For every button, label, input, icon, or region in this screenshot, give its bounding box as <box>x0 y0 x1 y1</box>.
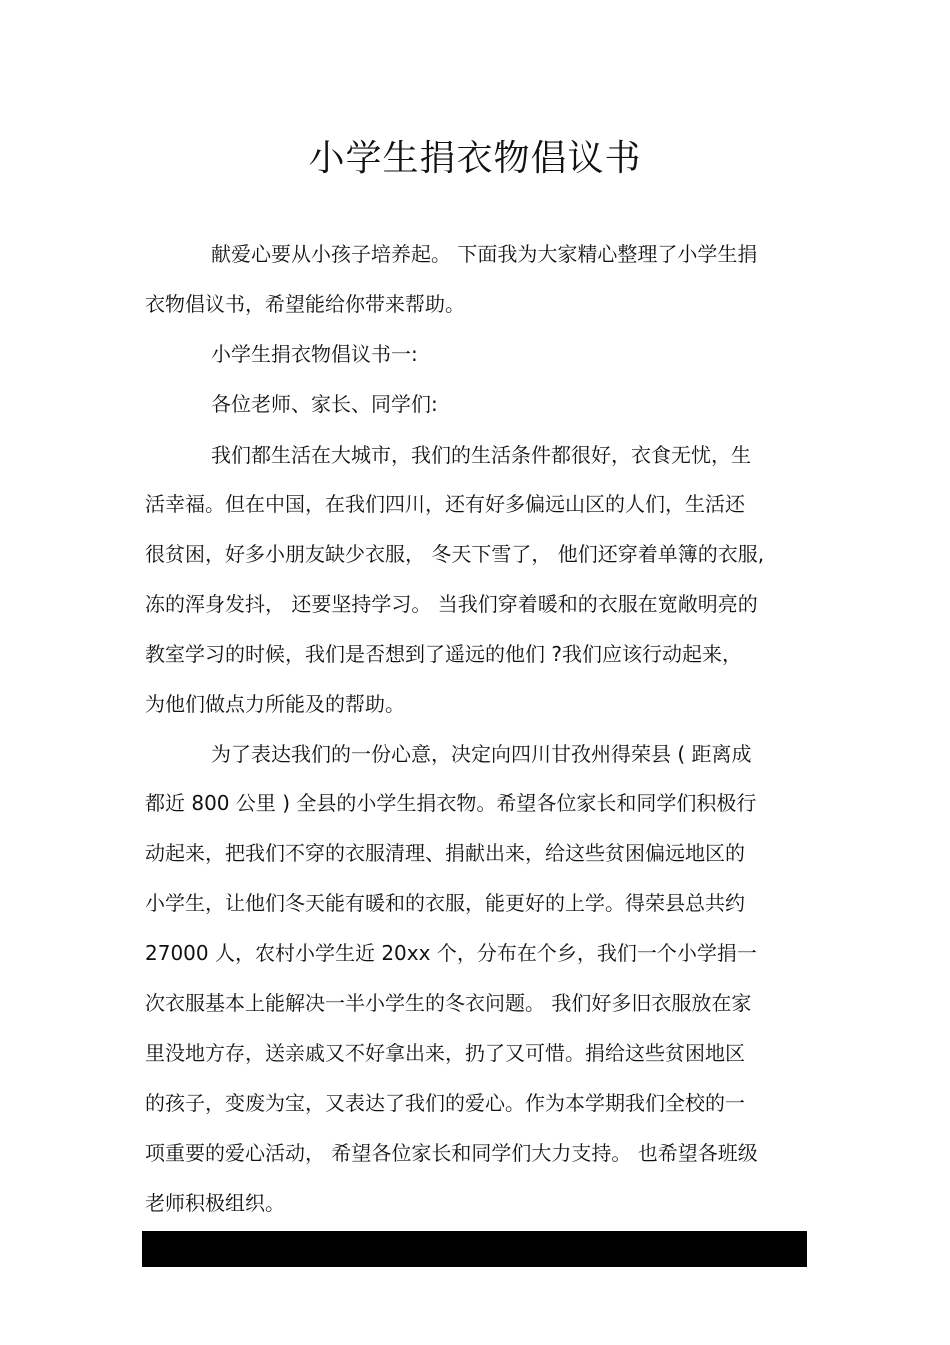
text-line: 很贫困，好多小朋友缺少衣服， 冬天下雪了， 他们还穿着单簿的衣服, <box>145 542 765 566</box>
text-line: 活幸福。但在中国，在我们四川，还有好多偏远山区的人们，生活还 <box>145 492 745 516</box>
page-title: 小学生捐衣物倡议书 <box>308 138 642 179</box>
salutation: 各位老师、家长、同学们: <box>211 392 438 416</box>
text-line-intro-2: 衣物倡议书，希望能给你带来帮助。 <box>145 292 465 316</box>
text-line: 小学生，让他们冬天能有暖和的衣服，能更好的上学。得荣县总共约 <box>145 891 745 915</box>
text-line: 老师积极组织。 <box>145 1191 285 1215</box>
text-line-intro-1: 献爱心要从小孩子培养起。 下面我为大家精心整理了小学生捐 <box>211 242 758 266</box>
redaction-bar <box>142 1231 807 1267</box>
text-line: 项重要的爱心活动， 希望各位家长和同学们大力支持。 也希望各班级 <box>145 1141 758 1165</box>
text-line: 冻的浑身发抖， 还要坚持学习。 当我们穿着暖和的衣服在宽敞明亮的 <box>145 592 758 616</box>
text-line: 都近 800 公里 ) 全县的小学生捐衣物。希望各位家长和同学们积极行 <box>145 791 757 815</box>
text-line: 次衣服基本上能解决一半小学生的冬衣问题。 我们好多旧衣服放在家 <box>145 991 752 1015</box>
text-line: 我们都生活在大城市，我们的生活条件都很好，衣食无忧，生 <box>211 443 751 467</box>
text-line: 教室学习的时候，我们是否想到了遥远的他们 ?我们应该行动起来， <box>145 642 742 666</box>
text-line: 动起来，把我们不穿的衣服清理、捐献出来，给这些贫困偏远地区的 <box>145 841 745 865</box>
text-line: 27000 人，农村小学生近 20xx 个，分布在个乡，我们一个小学捐一 <box>145 941 757 965</box>
text-line: 里没地方存，送亲戚又不好拿出来，扔了又可惜。捐给这些贫困地区 <box>145 1041 745 1065</box>
text-line: 为了表达我们的一份心意，决定向四川甘孜州得荣县 ( 距离成 <box>211 742 752 766</box>
text-line: 为他们做点力所能及的帮助。 <box>145 692 405 716</box>
text-line: 的孩子，变废为宝，又表达了我们的爱心。作为本学期我们全校的一 <box>145 1091 745 1115</box>
section-heading: 小学生捐衣物倡议书一: <box>211 342 418 366</box>
